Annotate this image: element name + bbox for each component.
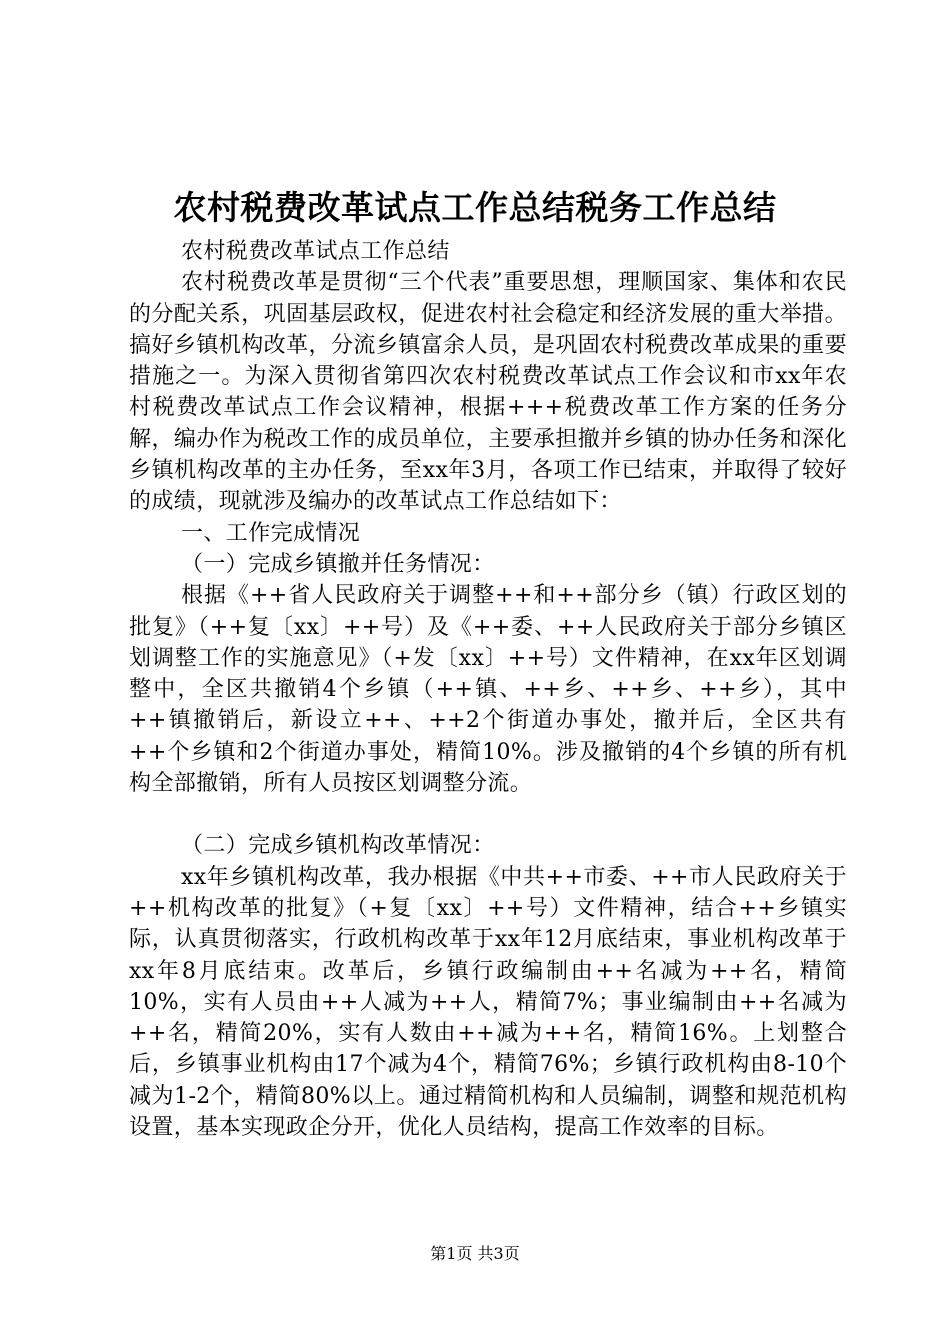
document-body bbox=[129, 236, 847, 1143]
paragraph-institution-reform: xx年乡镇机构改革，我办根据《中共++市委、++市人民政府关于++机构改革的批复》（+复〔xx〕++号）文件精神，结合++乡镇实际，认真贯彻落实，行政机构改革于xx年12月底结束，事业机构改革于xx年8月底结束。改革后，乡镇行政编制由++名减为++名，精简10%，实有人员由++人减为++人，精简7%；事业编制由++名减为++名，精简20%，实有人数由++减为++名，精简16%。上划整合后，乡镇事业机构由17个减为4个，精简76%；乡镇行政机构由8-10个减为1-2个，精简80%以上。通过精简机构和人员编制，调整和规范机构设置，基本实现政企分开，优化人员结构，提高工作效率的目标。 bbox=[129, 864, 847, 1141]
page-number: 第1页 共3页 bbox=[430, 1244, 520, 1263]
subsection-heading-1: （一）完成乡镇撤并任务情况： bbox=[181, 551, 495, 577]
document-title: 农村税费改革试点工作总结税务工作总结 bbox=[173, 188, 777, 227]
subtitle: 农村税费改革试点工作总结 bbox=[181, 239, 450, 264]
paragraph-intro: 农村税费改革是贯彻“三个代表”重要思想，理顺国家、集体和农民的分配关系，巩固基层政权，促进农村社会稳定和经济发展的重大举措。搞好乡镇机构改革，分流乡镇富余人员，是巩固农村税费改革成果的重要措施之一。为深入贯彻省第四次农村税费改革试点工作会议和市xx年农村税费改革试点工作会议精神，根据+++税费改革工作方案的任务分解，编办作为税改工作的成员单位，主要承担撤并乡镇的协办任务和深化乡镇机构改革的主办任务，至xx年3月，各项工作已结束，并取得了较好的成绩，现就涉及编办的改革试点工作总结如下： bbox=[129, 270, 847, 515]
section-heading: 一、工作完成情况 bbox=[181, 520, 361, 546]
paragraph-township-merger: 根据《++省人民政府关于调整++和++部分乡（镇）行政区划的批复》（++复〔xx〕++号）及《++委、++人民政府关于部分乡镇区划调整工作的实施意见》（+发〔xx〕++号）文件精神，在xx年区划调整中，全区共撤销4个乡镇（++镇、++乡、++乡、++乡），其中++镇撤销后，新设立++、++2个街道办事处，撤并后，全区共有++个乡镇和2个街道办事处，精简10%。涉及撤销的4个乡镇的所有机构全部撤销，所有人员按区划调整分流。 bbox=[129, 583, 847, 797]
subsection-heading-2: （二）完成乡镇机构改革情况： bbox=[181, 833, 495, 859]
